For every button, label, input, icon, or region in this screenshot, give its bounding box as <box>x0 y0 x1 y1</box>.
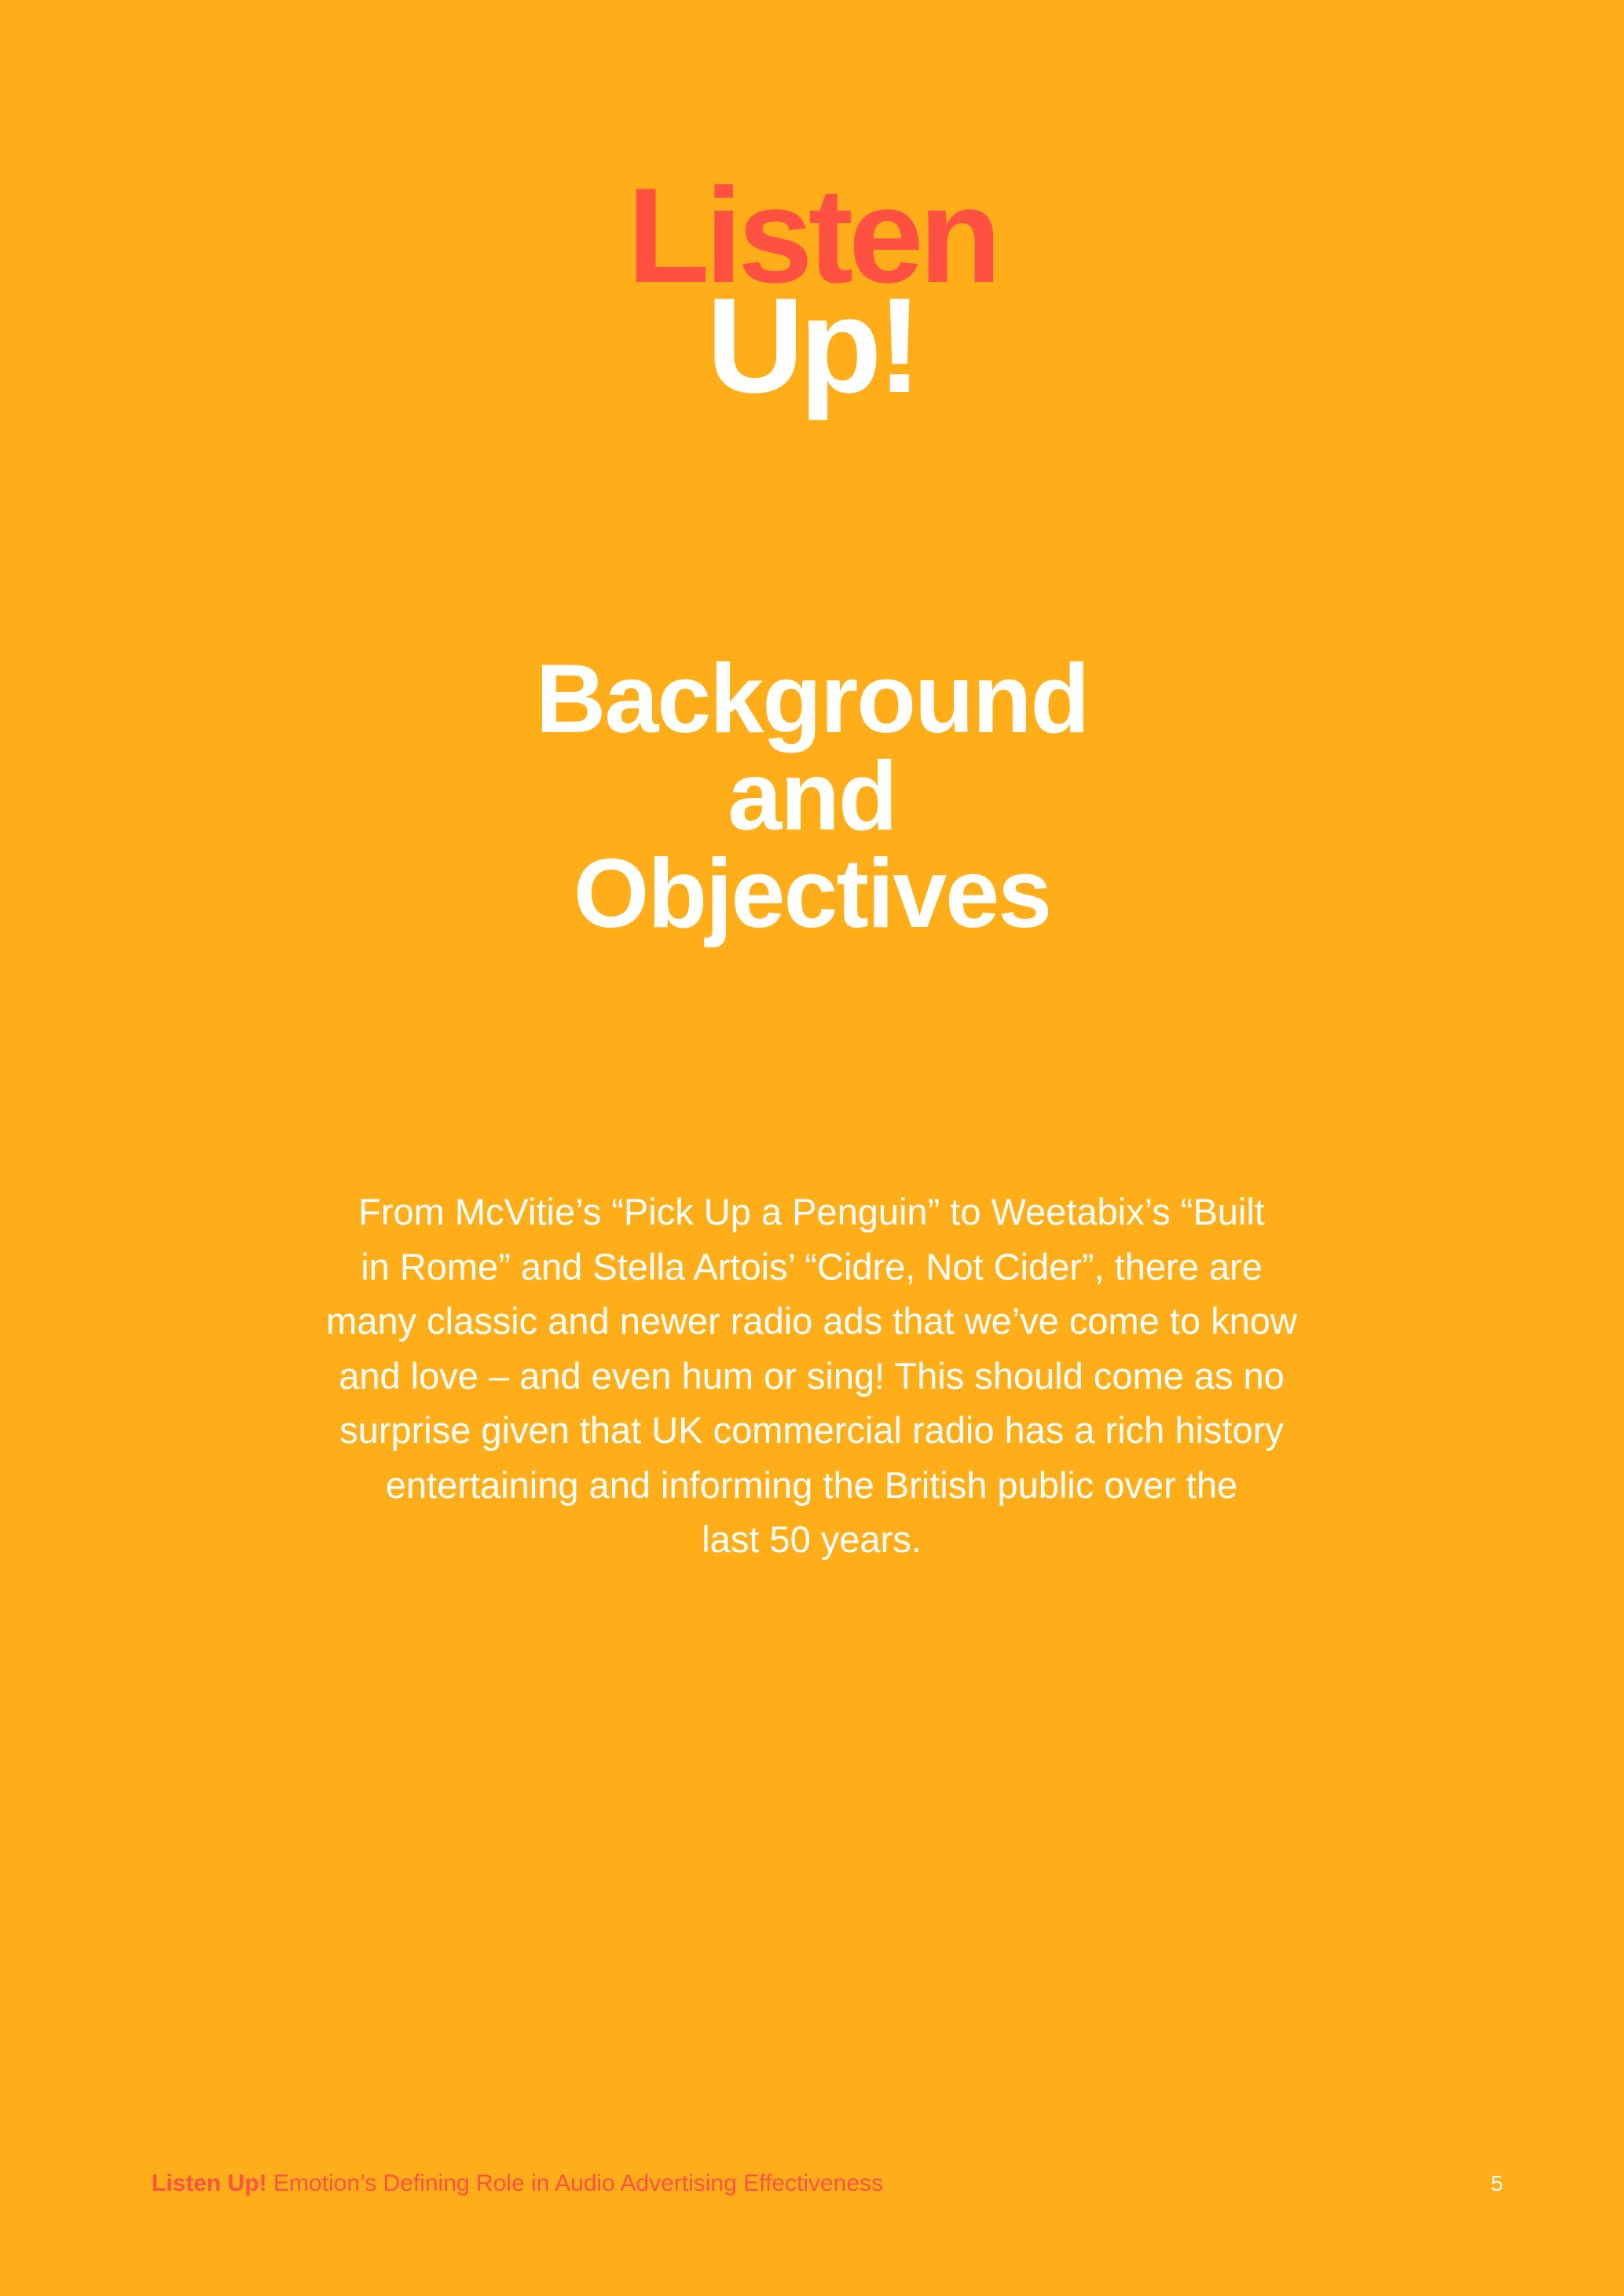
body-line: surprise given that UK commercial radio has a rich history <box>339 1409 1284 1451</box>
section-title-line: and <box>728 742 896 851</box>
body-line: last 50 years. <box>702 1518 922 1560</box>
body-paragraph <box>250 1185 1373 1567</box>
body-line: From McVitie’s “Pick Up a Penguin” to Weetabix’s “Built <box>358 1191 1265 1232</box>
footer-brand: Listen Up! <box>152 2170 267 2196</box>
footer <box>152 2170 883 2198</box>
body-line: in Rome” and Stella Artois’ “Cidre, Not Cider”, there are <box>361 1245 1263 1287</box>
section-title <box>0 645 1624 948</box>
logo-line-listen: Listen <box>627 160 997 311</box>
footer-subtitle: Emotion’s Defining Role in Audio Advertising Effectiveness <box>273 2170 884 2196</box>
logo <box>0 160 1624 421</box>
page-number: 5 <box>1490 2171 1503 2195</box>
section-title-line: Background <box>535 645 1089 753</box>
body-line: many classic and newer radio ads that we’ve come to know <box>326 1300 1297 1342</box>
logo-line-up: Up! <box>706 270 918 421</box>
body-line: entertaining and informing the British public over the <box>385 1463 1238 1506</box>
body-line: and love – and even hum or sing! This should come as no <box>339 1354 1285 1397</box>
section-title-line: Objectives <box>573 840 1051 948</box>
